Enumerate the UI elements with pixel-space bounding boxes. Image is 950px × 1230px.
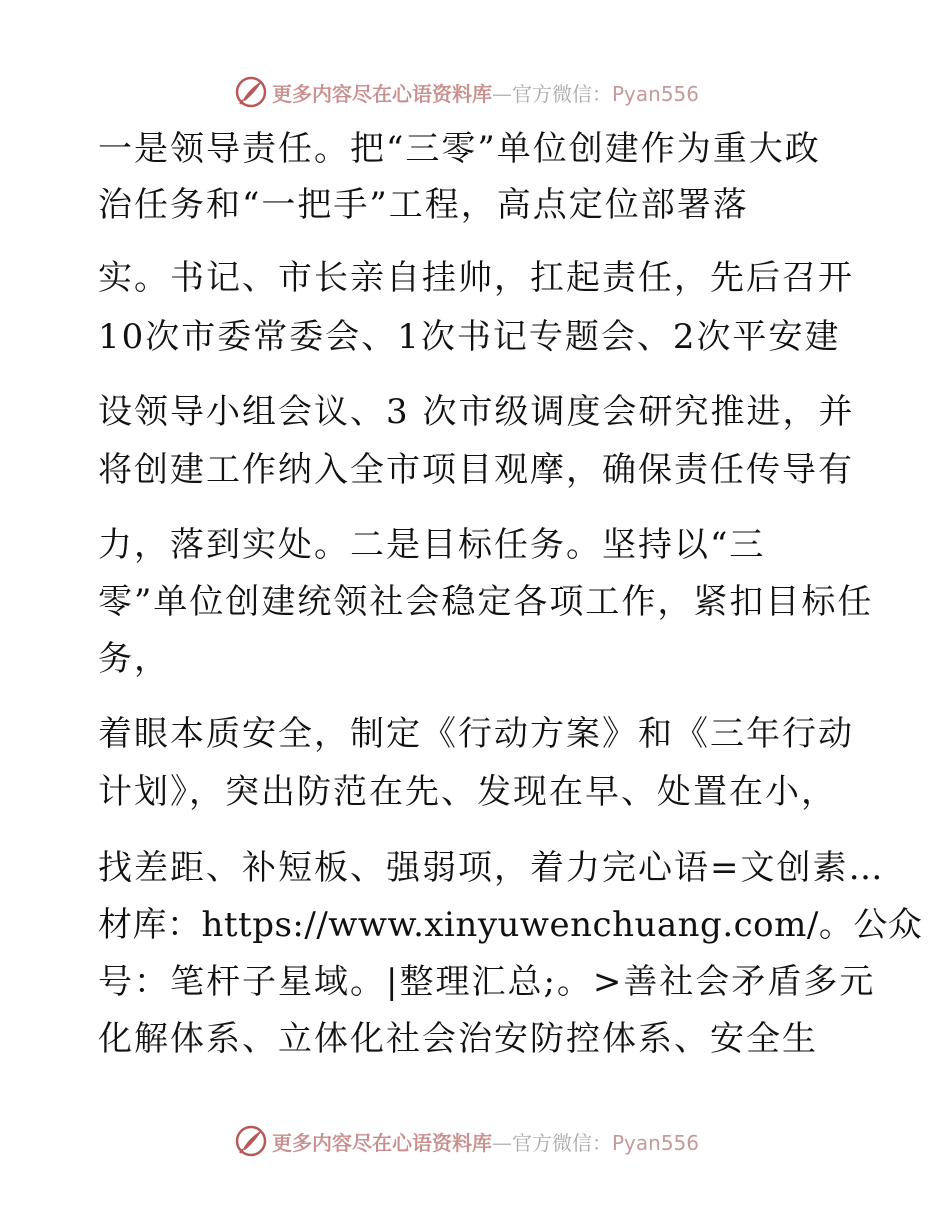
body-line-4: 10次市委常委会、1次书记专题会、2次平安建 bbox=[98, 317, 841, 357]
body-line-10: 着眼本质安全，制定《行动方案》和《三年行动 bbox=[98, 714, 854, 754]
body-line-5: 设领导小组会议、3 次市级调度会研究推进，并 bbox=[98, 392, 855, 432]
watermark-sub: 官方微信： bbox=[512, 81, 612, 106]
header-watermark bbox=[234, 72, 754, 112]
body-line-3: 实。书记、市长亲自挂帅，扛起责任，先后召开 bbox=[98, 258, 854, 298]
watermark-dash: — bbox=[492, 1130, 512, 1155]
watermark-text bbox=[272, 78, 699, 107]
body-line-2: 治任务和“一把手”工程，高点定位部署落 bbox=[98, 185, 749, 225]
watermark-id: Pyan556 bbox=[612, 1130, 700, 1155]
watermark-id: Pyan556 bbox=[612, 81, 700, 106]
watermark-text bbox=[272, 1127, 699, 1156]
body-line-11: 计划》，突出防范在先、发现在早、处置在小， bbox=[98, 772, 837, 812]
body-line-12: 找差距、补短板、强弱项，着力完心语=文创素… bbox=[98, 848, 885, 888]
body-line-13: 材库：https://www.xinyuwenchuang.com/。公众 bbox=[98, 905, 923, 945]
watermark-sub: 官方微信： bbox=[512, 1130, 612, 1155]
body-line-15: 化解体系、立体化社会治安防控体系、安全生 bbox=[98, 1019, 818, 1059]
quill-logo-icon bbox=[234, 75, 268, 109]
footer-watermark bbox=[234, 1121, 754, 1161]
body-line-1: 一是领导责任。把“三零”单位创建作为重大政 bbox=[98, 129, 821, 169]
watermark-main: 更多内容尽在心语资料库 bbox=[272, 1130, 492, 1155]
quill-logo-icon bbox=[234, 1124, 268, 1158]
watermark-dash: — bbox=[492, 81, 512, 106]
watermark-main: 更多内容尽在心语资料库 bbox=[272, 81, 492, 106]
body-line-6: 将创建工作纳入全市项目观摩，确保责任传导有 bbox=[98, 450, 854, 490]
body-line-9: 务， bbox=[98, 639, 170, 679]
body-line-8: 零”单位创建统领社会稳定各项工作，紧扣目标任 bbox=[98, 582, 874, 622]
body-line-14: 号：笔杆子星域。|整理汇总;。>善社会矛盾多元 bbox=[98, 962, 876, 1002]
body-line-7: 力，落到实处。二是目标任务。坚持以“三 bbox=[98, 525, 766, 565]
